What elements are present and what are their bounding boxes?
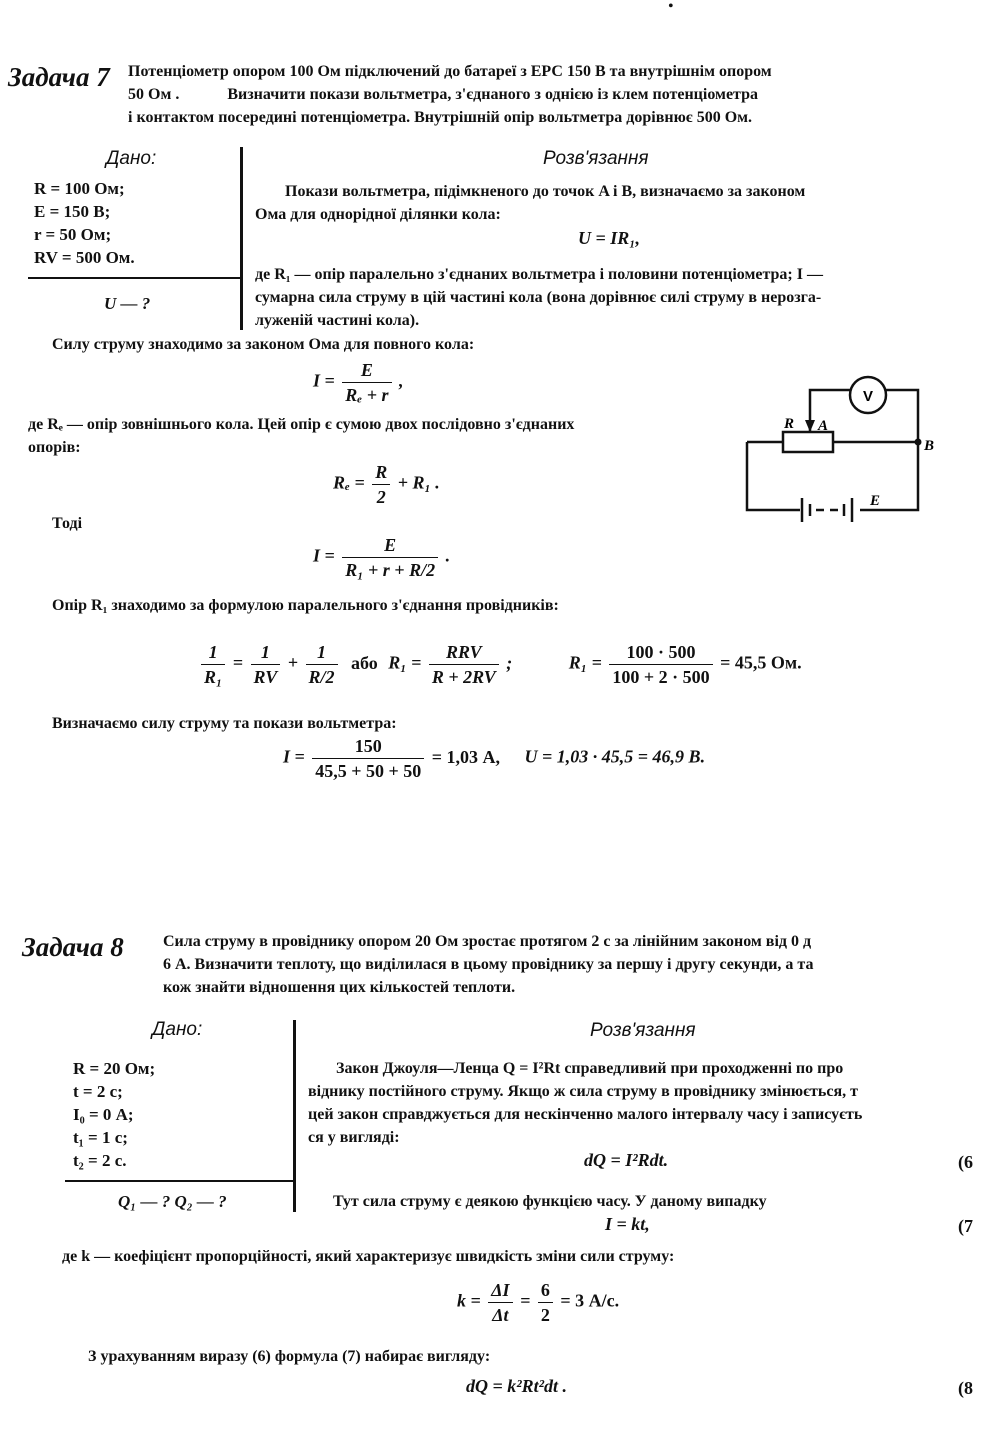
given-item: r = 50 Ом;: [34, 225, 112, 244]
eq-lhs: R₁ =: [568, 652, 602, 673]
slider-arrow-icon: [805, 420, 815, 432]
given-item: t₁ = 1 с;: [73, 1128, 128, 1147]
eq-lhs: I =: [283, 746, 305, 767]
text-line: віднику постійного струму. Якщо ж сила струму в провіднику змінюється, т: [308, 1083, 858, 1100]
denominator: R/2: [308, 667, 335, 687]
equation-number: (7: [958, 1216, 973, 1236]
given-divider: [28, 277, 242, 279]
given-list: [34, 177, 135, 269]
given-item: t = 2 с;: [73, 1082, 123, 1101]
denominator: RV: [253, 667, 278, 687]
eq-result: U = 1,03 · 45,5 = 46,9 В.: [524, 746, 706, 767]
given-item: t₂ = 2 с.: [73, 1151, 127, 1170]
equation-number: (8: [958, 1378, 973, 1398]
numerator: ΔI: [488, 1278, 512, 1303]
fraction: [251, 640, 281, 689]
text-paragraph: Тоді: [52, 515, 83, 532]
text-line: Покази вольтметра, підімкненого до точок A і B, визначаємо за законом: [285, 183, 806, 200]
solution-text: [308, 1057, 988, 1149]
point-a-label: A: [818, 418, 829, 434]
point-b-label: B: [924, 438, 935, 454]
given-item: I₀ = 0 А;: [73, 1105, 134, 1124]
statement-line: кож знайти відношення цих кількостей теплоти.: [163, 979, 516, 996]
fraction: [201, 640, 225, 689]
find-value: Q₁ — ? Q₂ — ?: [118, 1192, 227, 1211]
eq-tail: ;: [506, 652, 513, 673]
numerator: E: [342, 533, 438, 558]
denominator: Δt: [492, 1305, 509, 1325]
resistor-icon: [783, 432, 833, 452]
fraction: [488, 1278, 512, 1327]
eq-result: = 3 А/с.: [560, 1290, 620, 1311]
denominator: 100 + 2 · 500: [612, 667, 710, 687]
numerator: 6: [538, 1278, 553, 1303]
equation-3: [333, 460, 440, 509]
statement-line: 50 Ом . Визначити покази вольтметра, з'єднаного з однією із клем потенціометра: [128, 86, 758, 103]
text-paragraph: З урахуванням виразу (6) формула (7) набирає вигляду:: [88, 1348, 491, 1365]
given-header: Дано:: [152, 1019, 203, 1040]
numerator: 1: [251, 640, 281, 665]
eq-tail: ,: [399, 370, 404, 391]
emf-label: E: [870, 493, 881, 509]
text-paragraph: Опір R₁ знаходимо за формулою паралельного з'єднання провідників:: [52, 597, 559, 614]
fraction: [429, 640, 499, 689]
denominator: R₁: [204, 667, 223, 687]
problem-8-label: Задача 8: [22, 932, 124, 962]
given-item: E = 150 В;: [34, 202, 111, 221]
text-line: де Rₑ — опір зовнішнього кола. Цей опір є сумою двох послідовно з'єднаних: [28, 416, 575, 433]
circuit-diagram: [740, 360, 940, 530]
solution-header: Розв'язання: [543, 148, 649, 169]
numerator: 100 · 500: [609, 640, 712, 665]
fraction: [372, 460, 390, 509]
numerator: E: [342, 358, 391, 383]
text-paragraph: Силу струму знаходимо за законом Ома для повного кола:: [52, 336, 475, 353]
text-paragraph: де k — коефіцієнт пропорційності, який характеризує швидкість зміни сили струму:: [62, 1248, 675, 1265]
eq-lhs: I =: [313, 370, 335, 391]
fraction: [312, 734, 424, 783]
problem-8-statement: [163, 930, 983, 999]
fraction: [306, 640, 338, 689]
solution-text: [255, 263, 955, 332]
fraction: [538, 1278, 553, 1327]
fraction: [342, 533, 438, 582]
statement-line: Сила струму в провіднику опором 20 Ом зростає протягом 2 с за лінійним законом від 0 д: [163, 933, 812, 950]
solution-header: Розв'язання: [590, 1020, 696, 1041]
eq-word: або: [351, 652, 378, 673]
statement-line: 6 А. Визначити теплоту, що виділилася в цьому провіднику за першу і другу секунди, а та: [163, 956, 814, 973]
equation-6: dQ = I²Rdt.: [584, 1150, 669, 1170]
given-divider: [65, 1180, 295, 1182]
denominator: 45,5 + 50 + 50: [315, 761, 422, 781]
denominator: 2: [376, 487, 386, 507]
statement-line: і контактом посередині потенціометра. Внутрішній опір вольтметра дорівнює 500 Ом.: [128, 109, 753, 126]
text-paragraph: [28, 413, 728, 459]
equation-k: [457, 1278, 619, 1327]
text-paragraph: Визначаємо силу струму та покази вольтметра:: [52, 715, 397, 732]
eq-result: = 45,5 Ом.: [720, 652, 802, 673]
given-vertical-divider: [240, 147, 243, 330]
find-value: U — ?: [104, 294, 151, 313]
denominator: 2: [540, 1305, 550, 1325]
equation-number: (6: [958, 1152, 973, 1172]
eq-lhs: k =: [457, 1290, 481, 1311]
given-item: R = 100 Ом;: [34, 179, 125, 198]
equation-1: U = IR₁,: [578, 228, 641, 248]
eq-lhs: R₁ =: [388, 652, 422, 673]
page-mark: •: [668, 0, 674, 15]
numerator: 1: [201, 640, 225, 665]
text-line: Ома для однорідної ділянки кола:: [255, 206, 501, 223]
numerator: 1: [306, 640, 338, 665]
text-line: цей закон справджується для нескінченно малого інтервалу часу і записуєть: [308, 1106, 863, 1123]
eq-lhs: Rₑ =: [333, 472, 365, 493]
text-line: Закон Джоуля—Ленца Q = I²Rt справедливий при проходженні по про: [336, 1060, 844, 1077]
denominator: Rₑ + r: [345, 385, 389, 405]
node-dot: [915, 439, 922, 446]
solution-text: [255, 180, 955, 226]
equation-4: [313, 533, 450, 582]
statement-line: Потенціометр опором 100 Ом підключений до батареї з ЕРС 150 В та внутрішнім опором: [128, 63, 772, 80]
equation-2: [313, 358, 404, 407]
eq-result: = 1,03 А,: [431, 746, 501, 767]
text-line: луженій частині кола).: [255, 312, 420, 329]
text-line: сумарна сила струму в цій частині кола (вона дорівнює силі струму в нерозга-: [255, 289, 822, 306]
eq-tail: .: [445, 545, 451, 566]
equation-7: I = kt,: [605, 1214, 650, 1234]
equation-5: [198, 640, 802, 689]
resistor-label: R: [784, 416, 795, 432]
given-item: R = 20 Ом;: [73, 1059, 156, 1078]
given-header: Дано:: [106, 148, 157, 169]
denominator: R₁ + r + R/2: [345, 560, 436, 580]
equation-6: [283, 734, 705, 783]
given-vertical-divider: [293, 1020, 296, 1212]
text-line: ся у вигляді:: [308, 1129, 400, 1146]
eq-sign: =: [520, 1290, 531, 1311]
text-line: де R₁ — опір паралельно з'єднаних вольтметра і половини потенціометра; I —: [255, 266, 823, 283]
text-paragraph: Тут сила струму є деякою функцією часу. У даному випадку: [333, 1193, 767, 1210]
given-list: [73, 1057, 155, 1172]
eq-tail: + R₁ .: [397, 472, 440, 493]
numerator: R: [372, 460, 390, 485]
problem-7-label: Задача 7: [8, 62, 110, 92]
voltmeter-label: V: [862, 388, 874, 405]
eq-sign: =: [232, 652, 244, 673]
numerator: RRV: [429, 640, 499, 665]
fraction: [342, 358, 391, 407]
problem-7-statement: [128, 60, 958, 129]
text-line: опорів:: [28, 439, 81, 456]
fraction: [609, 640, 712, 689]
eq-lhs: I =: [313, 545, 335, 566]
denominator: R + 2RV: [431, 667, 496, 687]
equation-8: dQ = k²Rt²dt .: [466, 1376, 568, 1396]
eq-sign: +: [287, 652, 298, 673]
numerator: 150: [312, 734, 424, 759]
given-item: RV = 500 Ом.: [34, 248, 135, 267]
